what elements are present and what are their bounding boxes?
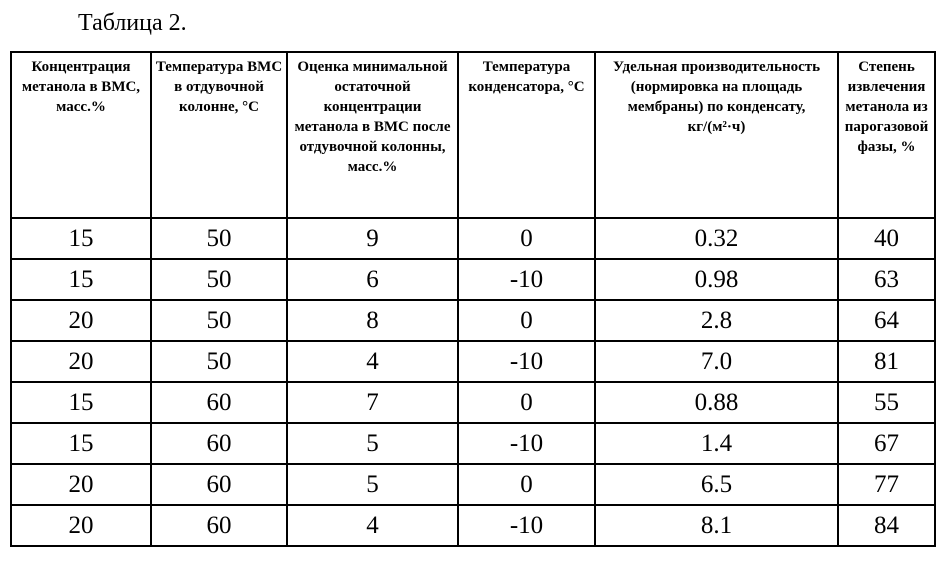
- table-cell: 60: [151, 505, 287, 546]
- table-row: [11, 505, 935, 546]
- table-row: [11, 382, 935, 423]
- table-cell: 50: [151, 218, 287, 259]
- table-row: [11, 259, 935, 300]
- table-cell: 15: [11, 218, 151, 259]
- table-cell: 8: [287, 300, 458, 341]
- table-cell: -10: [458, 341, 595, 382]
- table-cell: 2.8: [595, 300, 838, 341]
- table-cell: 0.98: [595, 259, 838, 300]
- data-table: [10, 51, 936, 547]
- table-cell: 5: [287, 423, 458, 464]
- table-cell: 67: [838, 423, 935, 464]
- table-cell: -10: [458, 259, 595, 300]
- header-column-temperature: Температура ВМС в отдувочной колонне, °С: [151, 52, 287, 218]
- table-cell: 8.1: [595, 505, 838, 546]
- table-cell: 1.4: [595, 423, 838, 464]
- table-cell: 60: [151, 464, 287, 505]
- table-cell: 60: [151, 423, 287, 464]
- table-cell: 7.0: [595, 341, 838, 382]
- table-cell: 9: [287, 218, 458, 259]
- table-cell: 6: [287, 259, 458, 300]
- table-row: [11, 341, 935, 382]
- header-condenser-temperature: Температура конденсатора, °С: [458, 52, 595, 218]
- table-cell: 55: [838, 382, 935, 423]
- table-cell: 15: [11, 259, 151, 300]
- table-row: [11, 300, 935, 341]
- table-cell: 0: [458, 464, 595, 505]
- table-cell: 7: [287, 382, 458, 423]
- table-cell: 50: [151, 341, 287, 382]
- table-cell: 64: [838, 300, 935, 341]
- header-specific-productivity: Удельная производительность (нормировка на площадь мембраны) по конденсату, кг/(м²·ч): [595, 52, 838, 218]
- header-extraction-degree: Степень извлечения метанола из парогазовой фазы, %: [838, 52, 935, 218]
- table-cell: 0: [458, 300, 595, 341]
- table-cell: 0.88: [595, 382, 838, 423]
- table-cell: 63: [838, 259, 935, 300]
- table-cell: 0: [458, 382, 595, 423]
- table-cell: 50: [151, 300, 287, 341]
- table-cell: 60: [151, 382, 287, 423]
- table-row: [11, 423, 935, 464]
- table-cell: 5: [287, 464, 458, 505]
- table-cell: 50: [151, 259, 287, 300]
- table-cell: -10: [458, 505, 595, 546]
- table-cell: 20: [11, 505, 151, 546]
- table-cell: 84: [838, 505, 935, 546]
- table-cell: 81: [838, 341, 935, 382]
- table-cell: 15: [11, 382, 151, 423]
- header-methanol-concentration: Концентрация метанола в ВМС, масс.%: [11, 52, 151, 218]
- table-cell: 20: [11, 464, 151, 505]
- table-header-row: [11, 52, 935, 218]
- table-cell: 40: [838, 218, 935, 259]
- table-caption: Таблица 2.: [78, 10, 187, 36]
- table-cell: 0: [458, 218, 595, 259]
- table-cell: 77: [838, 464, 935, 505]
- table-cell: 20: [11, 300, 151, 341]
- table-row: [11, 218, 935, 259]
- table-cell: 6.5: [595, 464, 838, 505]
- table-cell: 4: [287, 341, 458, 382]
- table-cell: 4: [287, 505, 458, 546]
- table-row: [11, 464, 935, 505]
- table-cell: -10: [458, 423, 595, 464]
- table-cell: 0.32: [595, 218, 838, 259]
- table-cell: 20: [11, 341, 151, 382]
- header-residual-concentration: Оценка минимальной остаточной концентрации метанола в ВМС после отдувочной колонны, масс.%: [287, 52, 458, 218]
- table-cell: 15: [11, 423, 151, 464]
